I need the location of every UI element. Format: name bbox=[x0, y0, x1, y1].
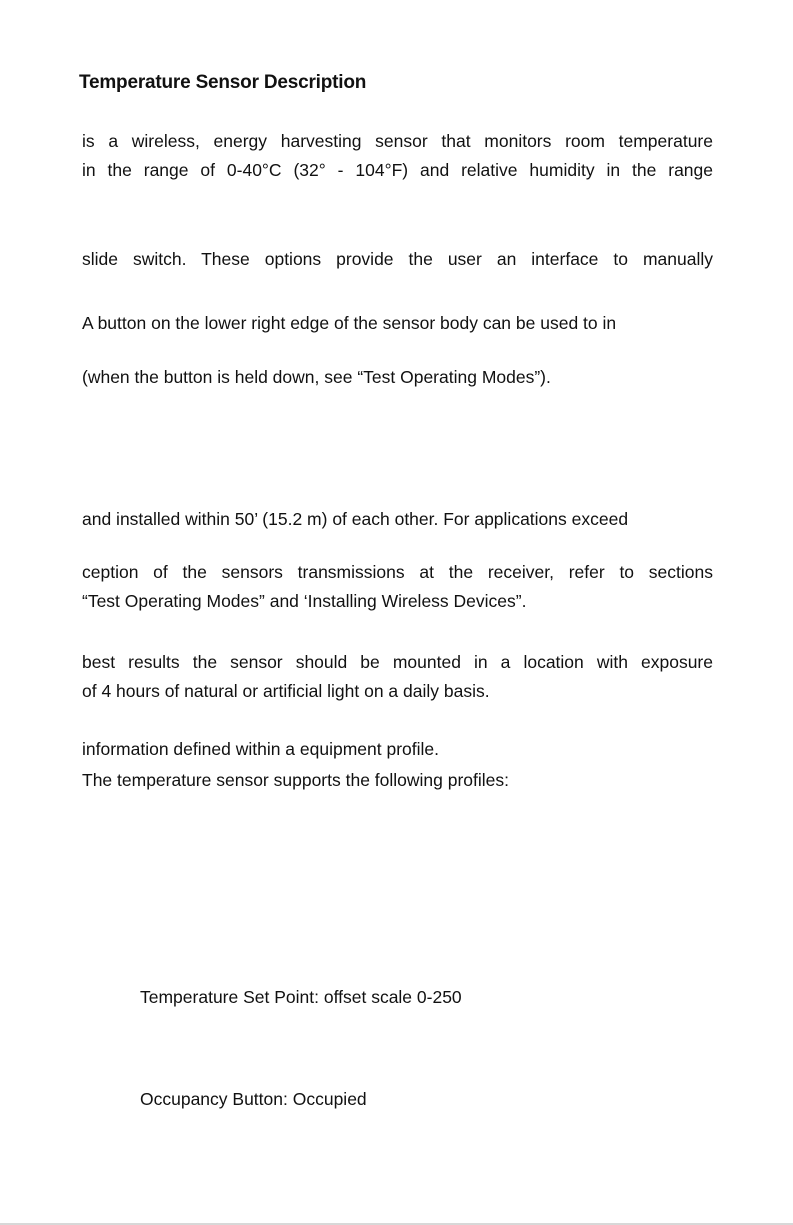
paragraph-line: and installed within 50’ (15.2 m) of each other. For applications exceed bbox=[82, 509, 629, 529]
paragraph-line: A button on the lower right edge of the sensor body can be used to in bbox=[82, 313, 617, 333]
paragraph-line: The temperature sensor supports the following profiles: bbox=[82, 770, 510, 790]
profile-item-occupancy-button: Occupancy Button: Occupied bbox=[140, 1089, 367, 1109]
paragraph-line: ception of the sensors transmissions at the receiver, refer to sections bbox=[82, 562, 713, 582]
paragraph-line: in the range of 0-40°C (32° - 104°F) and relative humidity in the range bbox=[82, 160, 713, 180]
paragraph-line: (when the button is held down, see “Test Operating Modes”). bbox=[82, 367, 551, 387]
paragraph-line: “Test Operating Modes” and ‘Installing Wireless Devices”. bbox=[82, 591, 527, 611]
profile-item-temperature-set-point: Temperature Set Point: offset scale 0-250 bbox=[140, 987, 462, 1007]
paragraph-line: slide switch. These options provide the user an interface to manually bbox=[82, 249, 713, 269]
paragraph-line: best results the sensor should be mounted in a location with exposure bbox=[82, 652, 713, 672]
paragraph-line: is a wireless, energy harvesting sensor that monitors room temperature bbox=[82, 131, 713, 151]
paragraph-line: of 4 hours of natural or artificial light on a daily basis. bbox=[82, 681, 490, 701]
section-title: Temperature Sensor Description bbox=[79, 72, 367, 93]
paragraph-line: information defined within a equipment profile. bbox=[82, 739, 440, 759]
